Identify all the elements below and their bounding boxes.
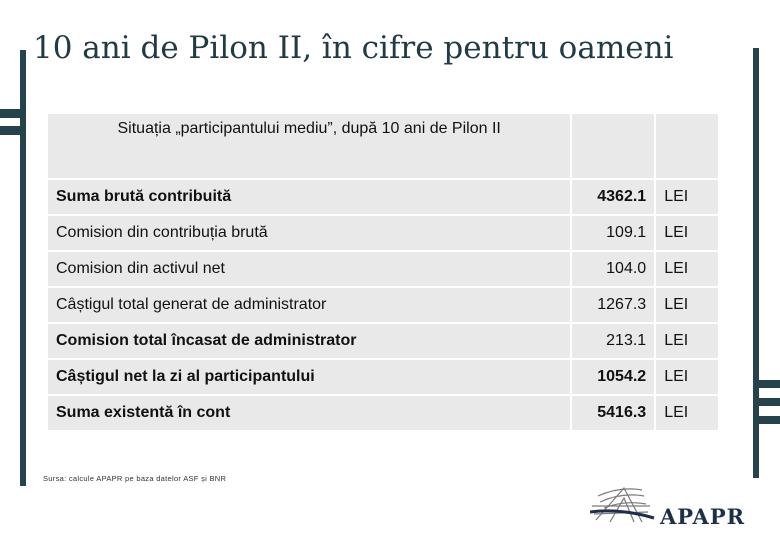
row-value: 109.1 xyxy=(571,215,655,251)
row-unit: LEI xyxy=(655,287,719,323)
source-note: Sursa: calcule APAPR pe baza datelor ASF și BNR xyxy=(43,474,227,483)
table-row xyxy=(48,179,719,215)
row-unit: LEI xyxy=(655,179,719,215)
header-empty-cell xyxy=(655,114,719,179)
row-unit: LEI xyxy=(655,359,719,395)
row-label: Comision din activul net xyxy=(48,251,571,287)
right-frame-tick xyxy=(757,416,780,424)
table-row xyxy=(48,323,719,359)
row-label: Câștigul net la zi al participantului xyxy=(48,359,571,395)
row-unit: LEI xyxy=(655,251,719,287)
row-value: 104.0 xyxy=(571,251,655,287)
row-value: 1054.2 xyxy=(571,359,655,395)
table-row xyxy=(48,359,719,395)
row-unit: LEI xyxy=(655,215,719,251)
row-label: Câștigul total generat de administrator xyxy=(48,287,571,323)
table-row xyxy=(48,395,719,431)
row-value: 4362.1 xyxy=(571,179,655,215)
row-label: Suma brută contribuită xyxy=(48,179,571,215)
table-row xyxy=(48,215,719,251)
row-label: Suma existentă în cont xyxy=(48,395,571,431)
row-unit: LEI xyxy=(655,323,719,359)
table-row xyxy=(48,287,719,323)
table-header-row xyxy=(48,114,719,179)
row-label: Comision total încasat de administrator xyxy=(48,323,571,359)
row-value: 5416.3 xyxy=(571,395,655,431)
header-empty-cell xyxy=(571,114,655,179)
right-frame-tick xyxy=(757,398,780,406)
table-heading: Situația „participantului mediu”, după 10 ani de Pilon II xyxy=(48,114,571,179)
right-frame-tick xyxy=(757,380,780,388)
participant-summary-table xyxy=(48,114,720,432)
left-frame-tick xyxy=(0,109,22,118)
row-label: Comision din contribuția brută xyxy=(48,215,571,251)
apapr-logo-text: APAPR xyxy=(660,504,746,529)
row-unit: LEI xyxy=(655,395,719,431)
table-row xyxy=(48,251,719,287)
row-value: 213.1 xyxy=(571,323,655,359)
left-frame-tick xyxy=(0,126,22,135)
page-title: 10 ani de Pilon II, în cifre pentru oameni xyxy=(33,30,674,66)
row-value: 1267.3 xyxy=(571,287,655,323)
right-frame-bar xyxy=(753,48,759,478)
